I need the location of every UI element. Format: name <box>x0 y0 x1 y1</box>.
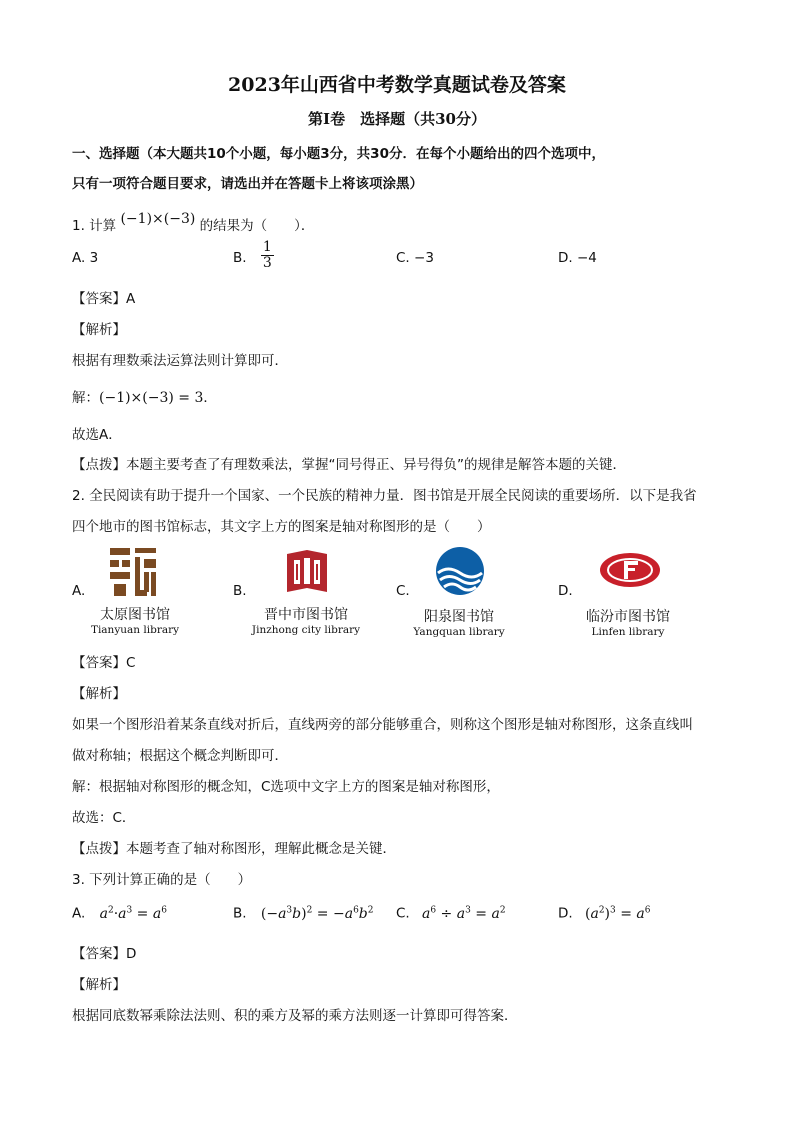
fraction-numerator: 1 <box>262 239 272 255</box>
q1-suffix: 的结果为（ ）． <box>199 218 315 234</box>
q2-comment: 【点拨】本题考查了轴对称图形，理解此概念是关键． <box>72 841 396 857</box>
q1-option-a: A. 3 <box>72 250 99 266</box>
q1-analysis: 根据有理数乘法运算法则计算即可． <box>72 353 288 369</box>
q1-prefix: 1. 计算 <box>72 218 117 234</box>
q1-expression: (−1)×(−3) <box>120 211 196 227</box>
q3-option-c-expression: $a^6 \div a^3 = a^2$ <box>422 905 506 922</box>
linfen-logo <box>598 551 662 589</box>
q1-option-b: B. $\frac{1}{3}$ <box>233 239 272 271</box>
q2-option-a-caption: 太原图书馆 Tianyuan library <box>90 607 180 636</box>
q1-option-c: C. −3 <box>396 250 434 266</box>
jinzhong-logo <box>283 548 331 596</box>
q2-answer: 【答案】C <box>72 655 136 671</box>
q2-analysis-line2: 做对称轴；根据这个概念判断即可． <box>72 748 288 764</box>
q3-option-d: D. $(a^2)^3 = a^6$ <box>558 905 651 922</box>
q2-option-c-letter: C. <box>396 583 410 599</box>
q2-stem-line1: 2. 全民阅读有助于提升一个国家、一个民族的精神力量．图书馆是开展全民阅读的重要场所．以下是我省 <box>72 488 697 504</box>
q1-analysis-heading: 【解析】 <box>72 322 126 338</box>
q1-option-b-fraction <box>261 240 274 271</box>
q2-option-d-letter: D. <box>558 583 573 599</box>
q1-choose: 故选A． <box>72 427 122 443</box>
taiyuan-logo <box>108 546 158 598</box>
q1-comment: 【点拨】本题主要考查了有理数乘法，掌握“同号得正、异号得负”的规律是解答本题的关键． <box>72 457 626 473</box>
q2-analysis-line1: 如果一个图形沿着某条直线对折后，直线两旁的部分能够重合，则称这个图形是轴对称图形，这条直线叫 <box>72 717 693 733</box>
page-subtitle: 第Ⅰ卷 选择题（共30分） <box>308 110 486 128</box>
q3-option-a: A. $a^2\cdot a^3 = a^6$ <box>72 905 167 922</box>
fraction-denominator: 3 <box>262 255 272 271</box>
q2-analysis-heading: 【解析】 <box>72 686 126 702</box>
q3-option-a-expression: $a^2\cdot a^3 = a^6$ <box>99 905 167 922</box>
q2-option-b-letter: B. <box>233 583 247 599</box>
q3-stem: 3. 下列计算正确的是（ ） <box>72 872 252 888</box>
q2-stem-line2: 四个地市的图书馆标志，其文字上方的图案是轴对称图形的是（ ） <box>72 519 491 535</box>
q1-solution: 解：(−1)×(−3) = 3． <box>72 390 217 406</box>
q1-solution-expression: (−1)×(−3) = 3 <box>99 390 204 406</box>
yangquan-logo <box>434 545 486 597</box>
q3-option-b: B. $(-a^3b)^2 = -a^6b^2$ <box>233 905 374 922</box>
q3-analysis: 根据同底数幂乘除法法则、积的乘方及幂的乘方法则逐一计算即可得答案． <box>72 1008 518 1024</box>
q2-option-a-letter: A. <box>72 583 86 599</box>
q3-answer: 【答案】D <box>72 946 137 962</box>
q1-option-d: D. −4 <box>558 250 597 266</box>
q3-option-d-expression: $(a^2)^3 = a^6$ <box>584 905 651 922</box>
q2-solution: 解：根据轴对称图形的概念知，C选项中文字上方的图案是轴对称图形， <box>72 779 500 795</box>
q3-option-c: C. $a^6 \div a^3 = a^2$ <box>396 905 506 922</box>
q3-analysis-heading: 【解析】 <box>72 977 126 993</box>
q1-answer: 【答案】A <box>72 291 136 307</box>
page-title: 2023年山西省中考数学真题试卷及答案 <box>228 74 566 96</box>
q2-option-d-caption: 临汾市图书馆 Linfen library <box>586 609 670 638</box>
q1-stem <box>72 211 315 234</box>
section-heading-line2: 只有一项符合题目要求，请选出并在答题卡上将该项涂黑） <box>72 176 423 192</box>
section-heading-line1: 一、选择题（本大题共10个小题，每小题3分，共30分．在每个小题给出的四个选项中， <box>72 146 605 162</box>
q2-option-b-caption: 晋中市图书馆 Jinzhong city library <box>251 607 361 636</box>
q2-choose: 故选：C． <box>72 810 136 826</box>
q2-option-c-caption: 阳泉图书馆 Yangquan library <box>413 609 505 638</box>
q3-option-b-expression: $(-a^3b)^2 = -a^6b^2$ <box>260 905 374 922</box>
